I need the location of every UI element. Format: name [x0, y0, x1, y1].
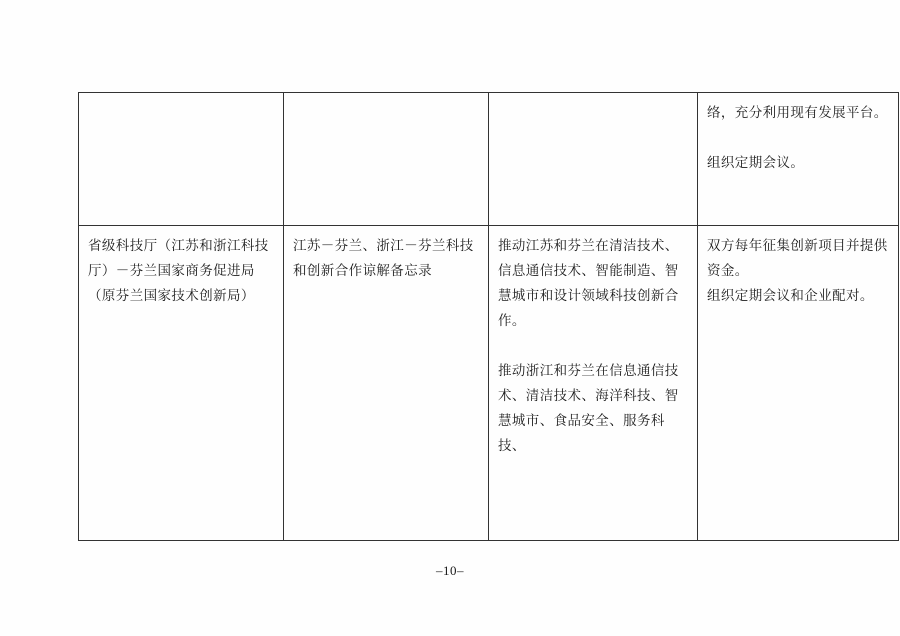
table-cell-measures [698, 226, 899, 541]
table-cell-document-continued [284, 93, 489, 226]
table-cell-agency-continued [79, 93, 284, 226]
table-row [79, 93, 899, 226]
cell-paragraph: 组织定期会议。 [707, 154, 805, 170]
table-row [79, 226, 899, 541]
cell-paragraph: 组织定期会议和企业配对。 [707, 287, 874, 303]
agreement-table [78, 92, 899, 541]
cell-paragraph: 省级科技厅（江苏和浙江科技厅）－芬兰国家商务促进局（原芬兰国家技术创新局） [88, 238, 269, 303]
cell-paragraph: 推动浙江和芬兰在信息通信技术、清洁技术、海洋科技、智慧城市、食品安全、服务科技、 [498, 362, 679, 453]
cell-paragraph: 双方每年征集创新项目并提供资金。 [707, 238, 888, 278]
table-cell-measures-continued [698, 93, 899, 226]
cell-paragraph: 推动江苏和芬兰在清洁技术、信息通信技术、智能制造、智慧城市和设计领域科技创新合作。 [498, 238, 679, 328]
table-cell-document [284, 226, 489, 541]
cell-paragraph: 络，充分利用现有发展平台。 [707, 105, 888, 120]
table-cell-agency [79, 226, 284, 541]
cell-paragraph: 江苏－芬兰、浙江－芬兰科技和创新合作谅解备忘录 [293, 238, 474, 278]
table-cell-objective-continued [489, 93, 698, 226]
page-number: –10– [436, 563, 464, 578]
table-cell-objective [489, 226, 698, 541]
